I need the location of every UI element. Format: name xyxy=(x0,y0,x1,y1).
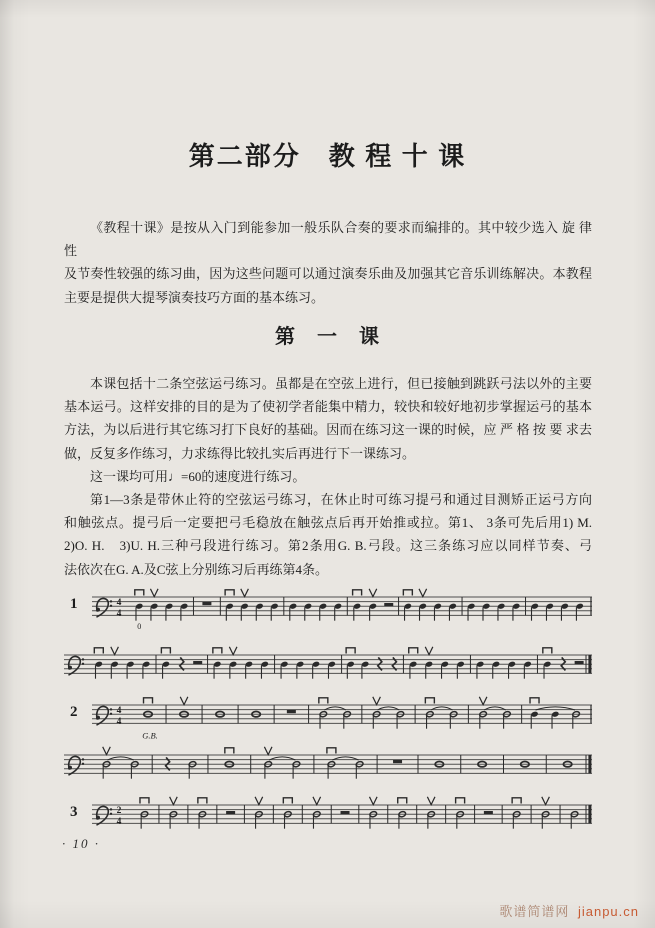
down-bow-icon xyxy=(353,590,362,596)
watermark xyxy=(499,901,639,920)
exercise-number: 3 xyxy=(70,804,78,820)
up-bow-icon xyxy=(425,647,433,655)
lesson-body xyxy=(64,372,592,581)
score-system xyxy=(64,584,592,634)
up-bow-icon xyxy=(255,797,263,805)
time-signature: 4 xyxy=(116,817,122,827)
down-bow-icon xyxy=(398,798,407,804)
whole-rest xyxy=(393,760,402,763)
whole-rest xyxy=(287,710,296,713)
text-line: 做，反复多作练习，力求练得比较扎实后再进行下一课练习。 xyxy=(64,445,416,461)
down-bow-icon xyxy=(213,648,222,654)
down-bow-icon xyxy=(530,698,539,704)
text-line: 方法，为以后进行其它练习打下良好的基础。因而在练习这一课的时候，应 严 格 按 要 求去 xyxy=(64,422,592,438)
text-line: 第1—3条是带休止符的空弦运弓练习，在休止时可练习提弓和通过目测矫正运弓方向 xyxy=(90,492,592,508)
down-bow-icon xyxy=(403,590,412,596)
down-bow-icon xyxy=(225,748,234,754)
up-bow-icon xyxy=(180,697,188,705)
up-bow-icon xyxy=(264,747,272,755)
time-signature: 4 xyxy=(116,717,122,727)
text-line: 及节奏性较强的练习曲，因为这些问题可以通过演奏乐曲及加强其它音乐训练解决。本教程 xyxy=(64,266,592,282)
time-signature: 4 xyxy=(116,706,122,716)
half-rest xyxy=(226,811,235,814)
text-line: 《教程十课》是按从入门到能参加一般乐队合奏的要求而编排的。其中较少选入 旋 律 性 xyxy=(64,220,592,259)
whole-rest xyxy=(202,602,211,605)
half-rest xyxy=(193,661,202,664)
staff xyxy=(64,742,592,792)
half-rest xyxy=(341,811,350,814)
up-bow-icon xyxy=(313,797,321,805)
watermark-site-name: 歌谱简谱网 xyxy=(499,904,570,919)
up-bow-icon xyxy=(241,589,249,597)
up-bow-icon xyxy=(170,797,178,805)
page-number: · 10 · xyxy=(62,836,100,851)
up-bow-icon xyxy=(369,797,377,805)
text-line: 和触弦点。提弓后一定要把弓毛稳放在触弦点后再开始推或拉。第1、 3条可先后用1) M. xyxy=(64,515,592,531)
down-bow-icon xyxy=(225,590,234,596)
down-bow-icon xyxy=(198,798,207,804)
bow-segment-label: G.B. xyxy=(142,730,158,741)
down-bow-icon xyxy=(140,798,149,804)
score-system xyxy=(64,692,592,742)
text-line: 本课包括十二条空弦运弓练习。虽都是在空弦上进行，但已接触到跳跃弓法以外的主要 xyxy=(90,376,592,391)
score-system xyxy=(64,792,592,842)
down-bow-icon xyxy=(94,648,103,654)
down-bow-icon xyxy=(144,698,153,704)
part-title: 第二部分 教 程 十 课 xyxy=(188,142,467,171)
exercise-number: 2 xyxy=(70,704,78,720)
up-bow-icon xyxy=(427,797,435,805)
intro-paragraph xyxy=(64,216,592,309)
up-bow-icon xyxy=(373,697,381,705)
up-bow-icon xyxy=(150,589,158,597)
up-bow-icon xyxy=(542,797,550,805)
music-score xyxy=(64,584,592,842)
down-bow-icon xyxy=(456,798,465,804)
staff xyxy=(92,792,592,842)
text-line: 2)O. H. 3)U. H.三种弓段进行练习。第2条用G. B.弓段。这三条练习应以同样节奏、弓 xyxy=(64,538,592,554)
up-bow-icon xyxy=(419,589,427,597)
half-rest xyxy=(384,603,393,606)
time-signature: 4 xyxy=(116,598,122,608)
up-bow-icon xyxy=(111,647,119,655)
fingering: 0 xyxy=(137,622,142,631)
up-bow-icon xyxy=(479,697,487,705)
tempo-note: 这一课均可用♩=60的速度进行练习。 xyxy=(90,468,306,484)
up-bow-icon xyxy=(103,747,111,755)
staff xyxy=(92,692,592,742)
half-rest xyxy=(484,811,493,814)
down-bow-icon xyxy=(319,698,328,704)
exercise-number: 1 xyxy=(70,596,78,612)
half-rest xyxy=(575,661,584,664)
down-bow-icon xyxy=(346,648,355,654)
score-system xyxy=(64,642,592,692)
down-bow-icon xyxy=(543,648,552,654)
down-bow-icon xyxy=(425,698,434,704)
down-bow-icon xyxy=(161,648,170,654)
text-line: 基本运弓。这样安排的目的是为了使初学者能集中精力，较快和较好地初步掌握运弓的基本 xyxy=(64,399,592,415)
down-bow-icon xyxy=(327,748,336,754)
time-signature: 4 xyxy=(116,609,122,619)
staff xyxy=(64,642,592,692)
staff xyxy=(92,584,592,634)
score-system xyxy=(64,742,592,792)
down-bow-icon xyxy=(512,798,521,804)
down-bow-icon xyxy=(409,648,418,654)
down-bow-icon xyxy=(283,798,292,804)
text-line: 法依次在G. A.及C弦上分别练习后再练第4条。 xyxy=(64,561,328,577)
watermark-site-url: jianpu.cn xyxy=(577,904,639,919)
time-signature: 2 xyxy=(116,806,122,816)
up-bow-icon xyxy=(369,589,377,597)
lesson-title: 第 一 课 xyxy=(275,326,380,348)
text-line: 主要是提供大提琴演奏技巧方面的基本练习。 xyxy=(64,289,325,305)
down-bow-icon xyxy=(135,590,144,596)
up-bow-icon xyxy=(229,647,237,655)
